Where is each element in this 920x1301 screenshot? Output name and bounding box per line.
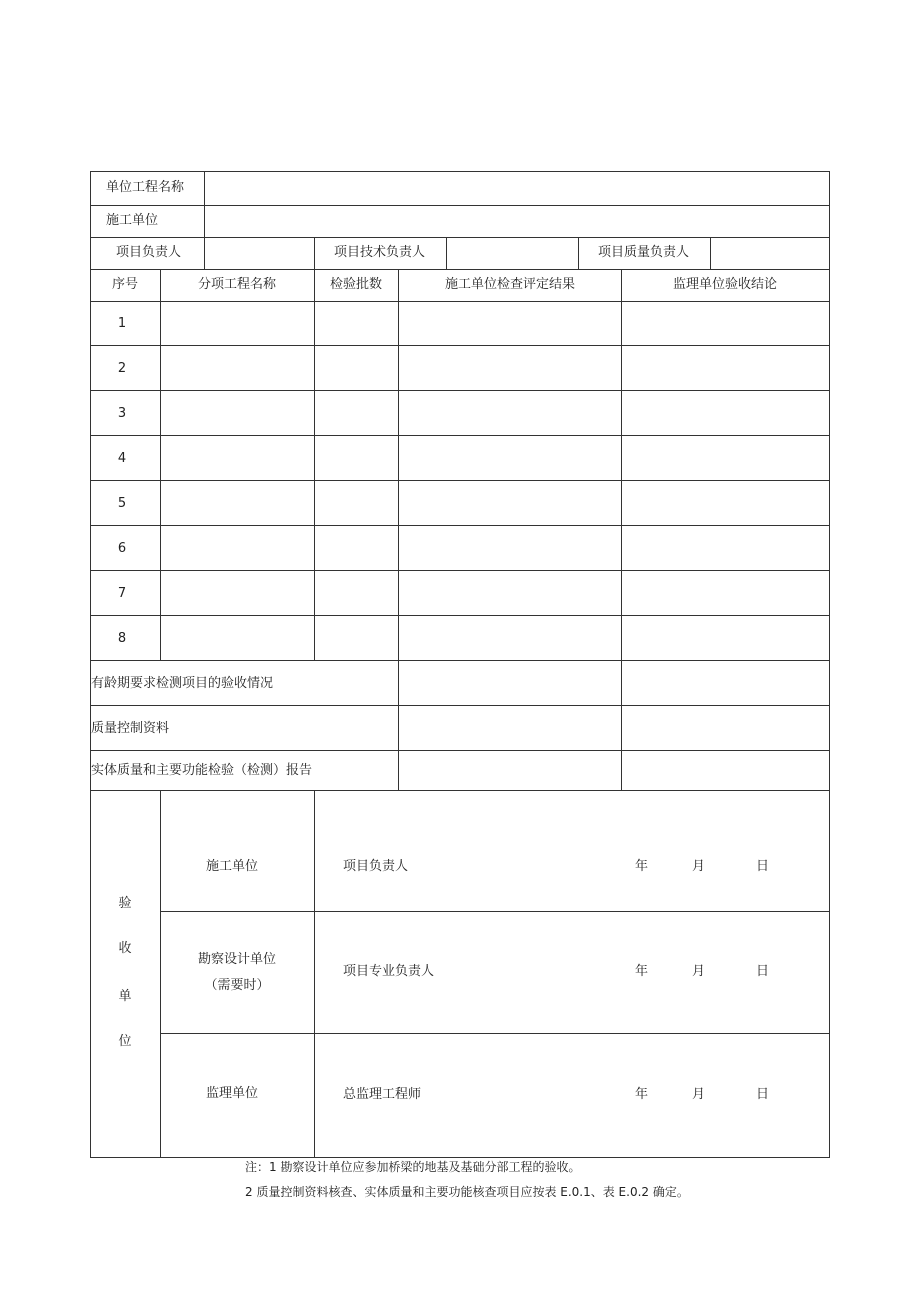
supervision-unit-signer: 总监理工程师 bbox=[343, 1087, 422, 1102]
col-divider bbox=[160, 269, 161, 661]
border-left bbox=[90, 171, 91, 1158]
row-divider bbox=[90, 345, 830, 346]
row-divider bbox=[90, 790, 830, 791]
col-header-batch-count: 检验批数 bbox=[329, 277, 383, 292]
col-header-supervision-conclusion: 监理单位验收结论 bbox=[672, 277, 778, 292]
row-divider bbox=[160, 911, 830, 912]
construction-unit-sign-label: 施工单位 bbox=[205, 859, 259, 874]
row-divider bbox=[90, 301, 830, 302]
row-number: 7 bbox=[117, 586, 127, 601]
row-divider bbox=[90, 205, 830, 206]
row-divider bbox=[90, 570, 830, 571]
col-divider bbox=[578, 237, 579, 269]
row-divider bbox=[90, 480, 830, 481]
footnote-1: 注：1 勘察设计单位应参加桥梁的地基及基础分部工程的验收。 bbox=[245, 1160, 581, 1174]
entity-quality-report-row-label: 实体质量和主要功能检验（检测）报告 bbox=[91, 763, 313, 778]
date-year-label: 年 bbox=[635, 859, 649, 874]
border-top bbox=[90, 171, 830, 172]
row-divider bbox=[90, 237, 830, 238]
construction-unit-signer: 项目负责人 bbox=[343, 859, 409, 874]
date-day-label: 日 bbox=[756, 964, 770, 979]
row-number: 6 bbox=[117, 541, 127, 556]
tech-manager-label: 项目技术负责人 bbox=[334, 245, 426, 260]
acceptance-side-char: 位 bbox=[118, 1034, 132, 1049]
col-header-construction-result: 施工单位检查评定结果 bbox=[444, 277, 576, 292]
col-divider bbox=[204, 171, 205, 237]
row-divider bbox=[160, 1033, 830, 1034]
survey-design-unit-signer: 项目专业负责人 bbox=[343, 964, 435, 979]
project-manager-label: 项目负责人 bbox=[116, 245, 182, 260]
quality-manager-label: 项目质量负责人 bbox=[598, 245, 690, 260]
acceptance-side-char: 单 bbox=[118, 989, 132, 1004]
row-number: 2 bbox=[117, 361, 127, 376]
col-divider bbox=[621, 269, 622, 791]
col-divider bbox=[160, 790, 161, 1158]
date-month-label: 月 bbox=[692, 859, 706, 874]
row-number: 5 bbox=[117, 496, 127, 511]
age-requirement-row-label: 有龄期要求检测项目的验收情况 bbox=[91, 676, 274, 691]
col-divider bbox=[398, 269, 399, 791]
date-year-label: 年 bbox=[635, 964, 649, 979]
row-divider bbox=[90, 525, 830, 526]
border-right bbox=[829, 171, 830, 1158]
border-bottom bbox=[90, 1157, 830, 1158]
col-header-seq: 序号 bbox=[111, 277, 139, 292]
col-divider bbox=[314, 790, 315, 1158]
row-divider bbox=[90, 390, 830, 391]
unit-project-name-label: 单位工程名称 bbox=[106, 180, 185, 195]
row-number: 3 bbox=[117, 406, 127, 421]
row-number: 8 bbox=[117, 631, 127, 646]
col-divider bbox=[314, 269, 315, 661]
row-number: 1 bbox=[117, 316, 127, 331]
construction-unit-label: 施工单位 bbox=[106, 213, 159, 228]
quality-control-docs-row-label: 质量控制资料 bbox=[91, 721, 170, 736]
date-month-label: 月 bbox=[692, 1087, 706, 1102]
date-year-label: 年 bbox=[635, 1087, 649, 1102]
row-divider bbox=[90, 435, 830, 436]
date-day-label: 日 bbox=[756, 1087, 770, 1102]
row-divider bbox=[90, 750, 830, 751]
col-header-item-name: 分项工程名称 bbox=[197, 277, 277, 292]
acceptance-side-char: 收 bbox=[118, 941, 132, 956]
date-month-label: 月 bbox=[692, 964, 706, 979]
survey-design-unit-sign-label: 勘察设计单位 bbox=[197, 952, 277, 967]
col-divider bbox=[204, 237, 205, 269]
survey-design-unit-note: （需要时） bbox=[204, 978, 270, 993]
date-day-label: 日 bbox=[756, 859, 770, 874]
row-divider bbox=[90, 660, 830, 661]
row-number: 4 bbox=[117, 451, 127, 466]
col-divider bbox=[710, 237, 711, 269]
row-divider bbox=[90, 269, 830, 270]
row-divider bbox=[90, 615, 830, 616]
col-divider bbox=[446, 237, 447, 269]
col-divider bbox=[314, 237, 315, 269]
supervision-unit-sign-label: 监理单位 bbox=[205, 1086, 259, 1101]
acceptance-side-char: 验 bbox=[118, 896, 132, 911]
footnote-2: 2 质量控制资料核查、实体质量和主要功能核查项目应按表 E.0.1、表 E.0.2 确定。 bbox=[245, 1185, 689, 1199]
row-divider bbox=[90, 705, 830, 706]
